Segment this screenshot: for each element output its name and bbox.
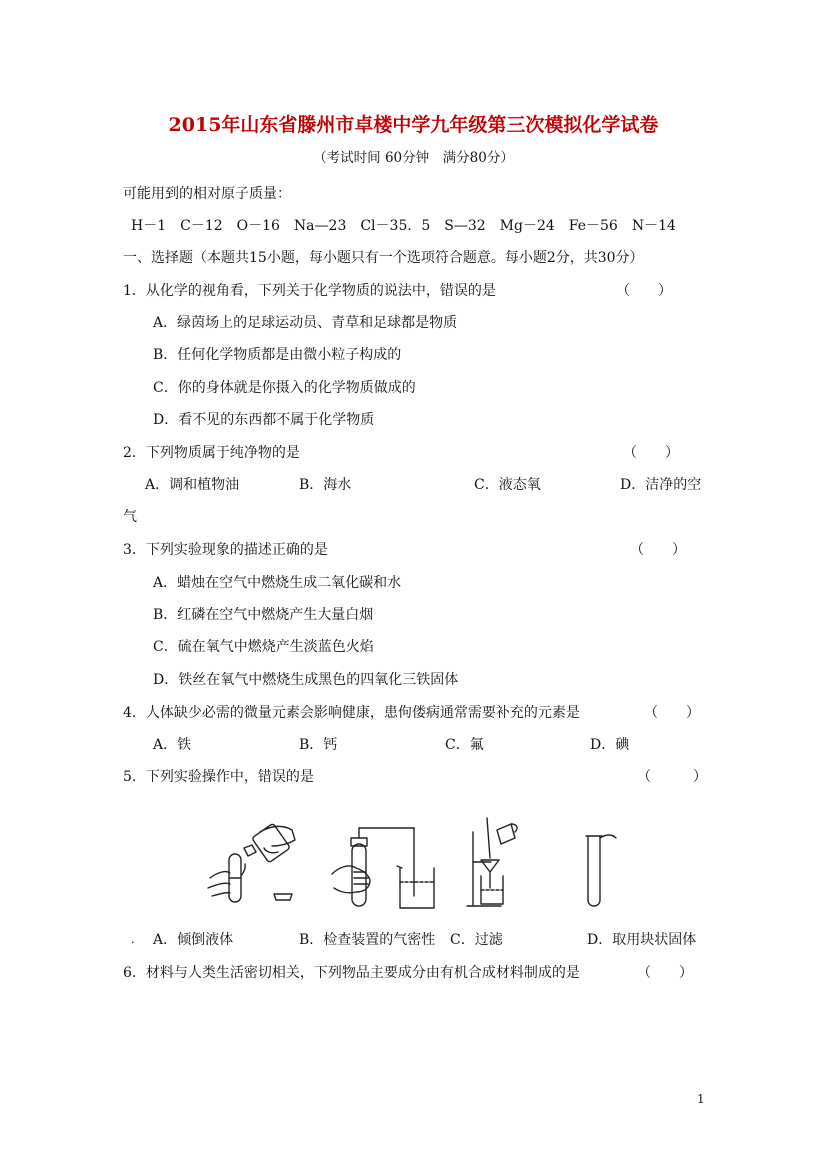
page-title: 2015年山东省滕州市卓楼中学九年级第三次模拟化学试卷 xyxy=(168,114,659,136)
q4-stem: 4．人体缺少必需的微量元素会影响健康，患佝偻病通常需要补充的元素是 xyxy=(123,705,580,721)
airtightness-check-figure xyxy=(330,822,442,912)
pouring-liquid-figure xyxy=(200,818,300,910)
q1-option-b: B．任何化学物质都是由微小粒子构成的 xyxy=(153,347,402,363)
q3-option-c: C．硫在氧气中燃烧产生淡蓝色火焰 xyxy=(153,639,374,655)
q1-stem: 1．从化学的视角看，下列关于化学物质的说法中，错误的是 xyxy=(123,283,496,299)
page-subtitle: （考试时间 60分钟 满分80分） xyxy=(313,150,514,166)
q6-answer-paren: （ ） xyxy=(637,965,693,981)
q1-option-c: C．你的身体就是你摄入的化学物质做成的 xyxy=(153,380,416,396)
q3-option-b: B．红磷在空气中燃烧产生大量白烟 xyxy=(153,607,374,623)
atomic-mass-label: 可能用到的相对原子质量： xyxy=(123,186,291,202)
q2-option-b: B．海水 xyxy=(299,477,352,493)
q5-option-c: C．过滤 xyxy=(450,932,503,948)
q2-option-a: A．调和植物油 xyxy=(145,477,240,493)
q2-answer-paren: （ ） xyxy=(623,445,679,461)
q5-option-a: A．倾倒液体 xyxy=(153,932,234,948)
filtration-figure xyxy=(465,810,537,910)
section-heading: 一、选择题（本题共15小题，每小题只有一个选项符合题意。每小题2分，共30分） xyxy=(123,250,644,266)
page-number: 1 xyxy=(697,1092,705,1106)
q4-option-d: D．碘 xyxy=(590,737,630,753)
q4-option-c: C．氟 xyxy=(445,737,484,753)
q5-answer-paren: （ ） xyxy=(637,769,707,785)
q3-option-d: D．铁丝在氧气中燃烧生成黑色的四氧化三铁固体 xyxy=(153,672,459,688)
test-tube-solid-figure xyxy=(582,830,622,910)
q5-stem: 5．下列实验操作中，错误的是 xyxy=(123,769,314,785)
q5-dot-mark: . xyxy=(131,933,135,946)
atomic-mass-list: H－1 C－12 O－16 Na—23 Cl－35．5 S—32 Mg－24 Fe－56 N－14 xyxy=(131,218,676,234)
q1-option-d: D．看不见的东西都不属于化学物质 xyxy=(153,412,375,428)
q3-stem: 3．下列实验现象的描述正确的是 xyxy=(123,542,328,558)
q5-option-d: D．取用块状固体 xyxy=(587,932,697,948)
q1-answer-paren: （ ） xyxy=(616,283,672,299)
q2-option-d: D．洁净的空 xyxy=(620,477,702,493)
q3-answer-paren: （ ） xyxy=(630,542,686,558)
q4-option-b: B．钙 xyxy=(299,737,338,753)
q3-option-a: A．蜡烛在空气中燃烧生成二氧化碳和水 xyxy=(153,575,402,591)
q5-option-b: B．检查装置的气密性 xyxy=(299,932,436,948)
q2-stem: 2．下列物质属于纯净物的是 xyxy=(123,445,300,461)
q4-answer-paren: （ ） xyxy=(644,705,700,721)
q4-option-a: A．铁 xyxy=(153,737,192,753)
q6-stem: 6．材料与人类生活密切相关，下列物品主要成分由有机合成材料制成的是 xyxy=(123,965,580,981)
q2-option-c: C．液态氧 xyxy=(474,477,541,493)
q2-option-d-wrap: 气 xyxy=(123,509,137,525)
q1-option-a: A．绿茵场上的足球运动员、青草和足球都是物质 xyxy=(153,315,458,331)
